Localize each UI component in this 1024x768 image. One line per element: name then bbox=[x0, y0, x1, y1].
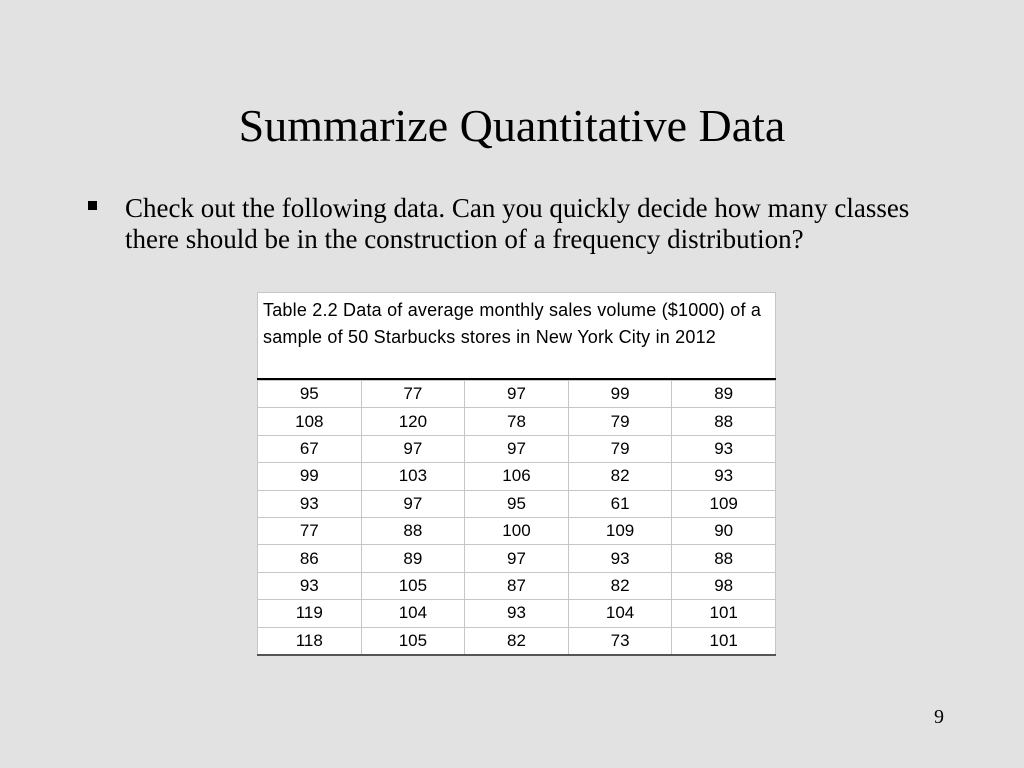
table-row bbox=[258, 545, 776, 572]
table-cell: 97 bbox=[361, 490, 465, 517]
table-cell: 82 bbox=[465, 627, 569, 655]
table-cell: 95 bbox=[258, 381, 362, 408]
table-cell: 79 bbox=[568, 435, 672, 462]
table-cell: 77 bbox=[258, 517, 362, 544]
table-cell: 88 bbox=[672, 408, 776, 435]
sales-data-table bbox=[257, 380, 776, 656]
table-row bbox=[258, 572, 776, 599]
table-cell: 106 bbox=[465, 463, 569, 490]
table-cell: 61 bbox=[568, 490, 672, 517]
table-row bbox=[258, 408, 776, 435]
table-cell: 95 bbox=[465, 490, 569, 517]
table-row bbox=[258, 381, 776, 408]
table-cell: 73 bbox=[568, 627, 672, 655]
table-row bbox=[258, 490, 776, 517]
table-cell: 104 bbox=[361, 600, 465, 627]
table-row bbox=[258, 435, 776, 462]
table-cell: 82 bbox=[568, 572, 672, 599]
table-cell: 97 bbox=[465, 381, 569, 408]
table-cell: 93 bbox=[258, 572, 362, 599]
table-cell: 97 bbox=[465, 435, 569, 462]
table-cell: 67 bbox=[258, 435, 362, 462]
table-cell: 93 bbox=[465, 600, 569, 627]
table-cell: 93 bbox=[672, 463, 776, 490]
table-cell: 100 bbox=[465, 517, 569, 544]
bullet-text: Check out the following data. Can you quickly decide how many classes there should be in the construction of a frequency distribution? bbox=[125, 193, 910, 254]
table-cell: 90 bbox=[672, 517, 776, 544]
table-cell: 101 bbox=[672, 600, 776, 627]
slide-title: Summarize Quantitative Data bbox=[238, 100, 786, 151]
table-cell: 88 bbox=[361, 517, 465, 544]
table-cell: 105 bbox=[361, 627, 465, 655]
table-cell: 89 bbox=[361, 545, 465, 572]
table-cell: 97 bbox=[361, 435, 465, 462]
table-body bbox=[258, 381, 776, 655]
table-row bbox=[258, 627, 776, 655]
table-cell: 82 bbox=[568, 463, 672, 490]
table-cell: 120 bbox=[361, 408, 465, 435]
table-cell: 78 bbox=[465, 408, 569, 435]
table-cell: 103 bbox=[361, 463, 465, 490]
table-cell: 109 bbox=[568, 517, 672, 544]
table-row bbox=[258, 600, 776, 627]
table-cell: 93 bbox=[258, 490, 362, 517]
page-number: 9 bbox=[934, 706, 944, 728]
table-cell: 89 bbox=[672, 381, 776, 408]
table-cell: 119 bbox=[258, 600, 362, 627]
table-caption: Table 2.2 Data of average monthly sales volume ($1000) of a sample of 50 Starbucks stores in New York City in 2012 bbox=[257, 292, 776, 378]
table-row bbox=[258, 463, 776, 490]
table-cell: 88 bbox=[672, 545, 776, 572]
table-cell: 99 bbox=[258, 463, 362, 490]
table-cell: 118 bbox=[258, 627, 362, 655]
table-row bbox=[258, 517, 776, 544]
table-cell: 79 bbox=[568, 408, 672, 435]
table-cell: 105 bbox=[361, 572, 465, 599]
table-cell: 93 bbox=[568, 545, 672, 572]
square-bullet-icon bbox=[88, 201, 97, 210]
table-cell: 87 bbox=[465, 572, 569, 599]
table-cell: 98 bbox=[672, 572, 776, 599]
table-cell: 109 bbox=[672, 490, 776, 517]
table-cell: 104 bbox=[568, 600, 672, 627]
table-cell: 86 bbox=[258, 545, 362, 572]
data-table-container bbox=[257, 292, 776, 656]
table-cell: 97 bbox=[465, 545, 569, 572]
table-cell: 108 bbox=[258, 408, 362, 435]
table-cell: 99 bbox=[568, 381, 672, 408]
table-cell: 101 bbox=[672, 627, 776, 655]
table-cell: 93 bbox=[672, 435, 776, 462]
table-cell: 77 bbox=[361, 381, 465, 408]
